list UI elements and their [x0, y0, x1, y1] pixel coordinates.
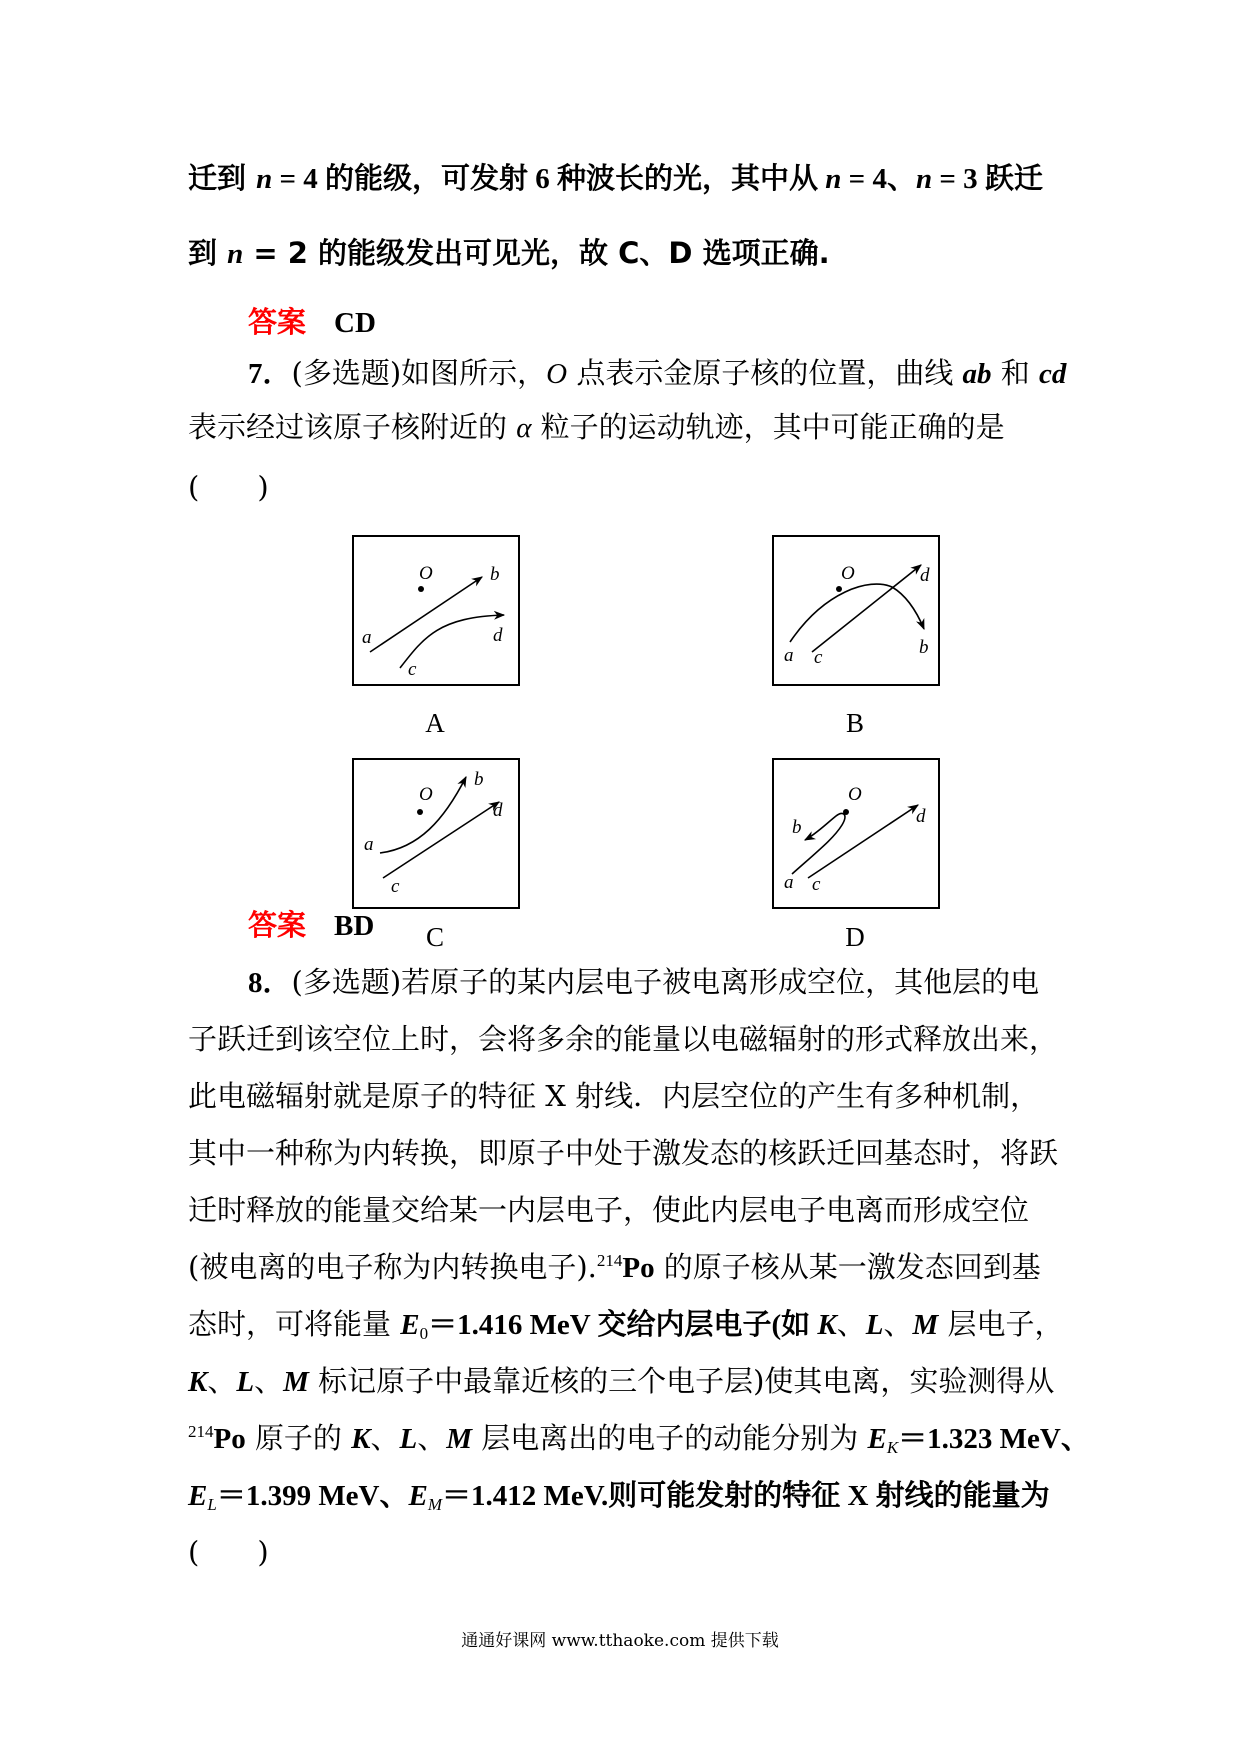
text: 和	[991, 356, 1039, 390]
subscript: K	[886, 1438, 899, 1457]
q8-line-8	[188, 1361, 1054, 1401]
text: 到	[188, 236, 228, 270]
sep: 、	[370, 1421, 400, 1455]
nucleus-dot	[418, 586, 424, 592]
solution-line-2	[188, 233, 830, 273]
answer-row-q6	[248, 302, 376, 342]
subscript: L	[207, 1495, 217, 1514]
var-cd: cd	[1038, 358, 1067, 390]
subscript: M	[427, 1495, 443, 1514]
q8-line-3: 此电磁辐射就是原子的特征 X 射线．内层空位的产生有多种机制，	[188, 1079, 1040, 1113]
trajectory-ab	[790, 584, 924, 642]
label-o: O	[848, 784, 862, 805]
label-d: d	[493, 800, 503, 821]
text: 层电子，	[938, 1307, 1064, 1341]
var-m: M	[283, 1366, 309, 1398]
element-po: Po	[622, 1252, 655, 1284]
var-n: n	[915, 163, 933, 195]
figure-a-diagram	[354, 537, 518, 684]
text: 层电离出的电子的动能分别为	[472, 1421, 868, 1455]
trajectory-cd	[808, 805, 918, 878]
q8-answer-blank: ( )	[188, 1535, 269, 1569]
text: = 4 的能级，可发射 6 种波长的光，其中从	[272, 163, 826, 195]
trajectory-cd	[383, 802, 499, 878]
label-b: b	[792, 817, 802, 838]
sep: 、	[417, 1421, 447, 1455]
question-number: 8．	[248, 967, 292, 999]
text: 点表示金原子核的位置，曲线	[567, 356, 963, 390]
var-e: E	[867, 1423, 887, 1455]
var-n: n	[227, 238, 244, 270]
var-l: L	[236, 1366, 255, 1398]
text: 原子的	[245, 1421, 352, 1455]
var-o: O	[546, 358, 568, 390]
figure-c-label: C	[425, 922, 444, 952]
sep: 、	[254, 1364, 284, 1398]
footer-watermark: 通通好课网 www.tthaoke.com 提供下载	[461, 1631, 779, 1651]
text: ＝1.399 MeV、	[216, 1480, 409, 1512]
figure-b	[772, 535, 940, 686]
var-ab: ab	[962, 358, 992, 390]
label-a: a	[364, 834, 374, 855]
solution-line-1	[188, 158, 1043, 198]
sep: 、	[836, 1307, 866, 1341]
nucleus-dot	[417, 809, 423, 815]
var-m: M	[446, 1423, 473, 1455]
label-a: a	[784, 645, 794, 666]
answer-row-q7	[248, 905, 374, 945]
label-d: d	[493, 625, 503, 646]
subscript: 0	[419, 1324, 429, 1343]
var-k: K	[351, 1423, 371, 1455]
q8-line-6	[188, 1247, 1041, 1287]
element-po: Po	[213, 1423, 246, 1455]
label-d: d	[916, 806, 926, 827]
figure-c-diagram	[354, 760, 518, 907]
figure-b-diagram	[774, 537, 938, 684]
answer-label: 答案	[248, 908, 307, 942]
text: 迁到	[188, 161, 257, 195]
trajectory-ab	[370, 577, 482, 652]
label-o: O	[419, 563, 433, 584]
var-n: n	[256, 163, 273, 195]
var-e: E	[400, 1309, 420, 1341]
label-o: O	[841, 563, 855, 584]
var-k: K	[188, 1366, 208, 1398]
answer-value: BD	[334, 910, 375, 942]
q8-line-5: 迁时释放的能量交给某一内层电子，使此内层电子电离而形成空位	[188, 1193, 1030, 1227]
text: = 2 的能级发出可见光，故 C、D 选项正确.	[243, 236, 830, 270]
text: 的原子核从某一激发态回到基	[654, 1250, 1041, 1284]
q8-line-10	[188, 1475, 1050, 1515]
sep: 、	[207, 1364, 237, 1398]
var-e: E	[408, 1480, 428, 1512]
answer-label: 答案	[248, 305, 307, 339]
figure-b-label: B	[845, 708, 864, 738]
figure-a-label: A	[425, 708, 445, 738]
text: ＝1.412 MeV.则可能发射的特征 X 射线的能量为	[442, 1480, 1050, 1512]
text: = 3 跃迁	[932, 163, 1043, 195]
question-number: 7．	[248, 358, 292, 390]
var-k: K	[817, 1309, 837, 1341]
mass-number: 214	[596, 1251, 623, 1270]
label-b: b	[919, 637, 929, 658]
var-e: E	[188, 1480, 208, 1512]
nucleus-dot	[836, 586, 842, 592]
figure-d-label: D	[845, 922, 865, 952]
text: 粒子的运动轨迹，其中可能正确的是	[531, 410, 1005, 444]
q8-line-7	[188, 1304, 1064, 1344]
figure-d-diagram	[774, 760, 938, 907]
q8-line-2: 子跃迁到该空位上时，会将多余的能量以电磁辐射的形式释放出来，	[188, 1022, 1059, 1056]
label-c: c	[812, 874, 821, 895]
text: (多选题)如图所示，	[291, 356, 547, 390]
text: ＝1.416 MeV 交给内层电子(如	[428, 1309, 818, 1341]
figure-a	[352, 535, 520, 686]
text: = 4、	[841, 163, 916, 195]
label-a: a	[784, 872, 794, 893]
q7-line-1	[248, 353, 1066, 393]
q8-line-4: 其中一种称为内转换，即原子中处于激发态的核跃迁回基态时，将跃	[188, 1136, 1059, 1170]
alpha-symbol: α	[516, 412, 532, 444]
var-m: M	[912, 1309, 939, 1341]
label-d: d	[920, 565, 930, 586]
label-o: O	[419, 784, 433, 805]
var-l: L	[399, 1423, 418, 1455]
label-a: a	[362, 627, 372, 648]
answer-value: CD	[334, 307, 376, 339]
var-l: L	[865, 1309, 884, 1341]
text: (多选题)若原子的某内层电子被电离形成空位，其他层的电	[291, 965, 1040, 999]
q8-line-1	[248, 962, 1039, 1002]
q7-answer-blank: ( )	[188, 470, 269, 504]
label-c: c	[408, 659, 417, 680]
text: ＝1.323 MeV、	[898, 1423, 1090, 1455]
label-b: b	[490, 564, 500, 585]
text: (被电离的电子称为内转换电子).	[188, 1250, 597, 1284]
q7-line-2	[188, 407, 1005, 447]
trajectory-cd	[812, 565, 921, 652]
figure-d	[772, 758, 940, 909]
figure-c	[352, 758, 520, 909]
label-c: c	[814, 647, 823, 668]
mass-number: 214	[188, 1422, 214, 1441]
label-b: b	[474, 769, 484, 790]
text: 表示经过该原子核附近的	[188, 410, 517, 444]
var-n: n	[825, 163, 842, 195]
text: 标记原子中最靠近核的三个电子层)使其电离，实验测得从	[308, 1364, 1055, 1398]
text: 态时，可将能量	[188, 1307, 401, 1341]
label-c: c	[391, 876, 400, 897]
sep: 、	[883, 1307, 913, 1341]
q8-line-9	[188, 1418, 1090, 1458]
